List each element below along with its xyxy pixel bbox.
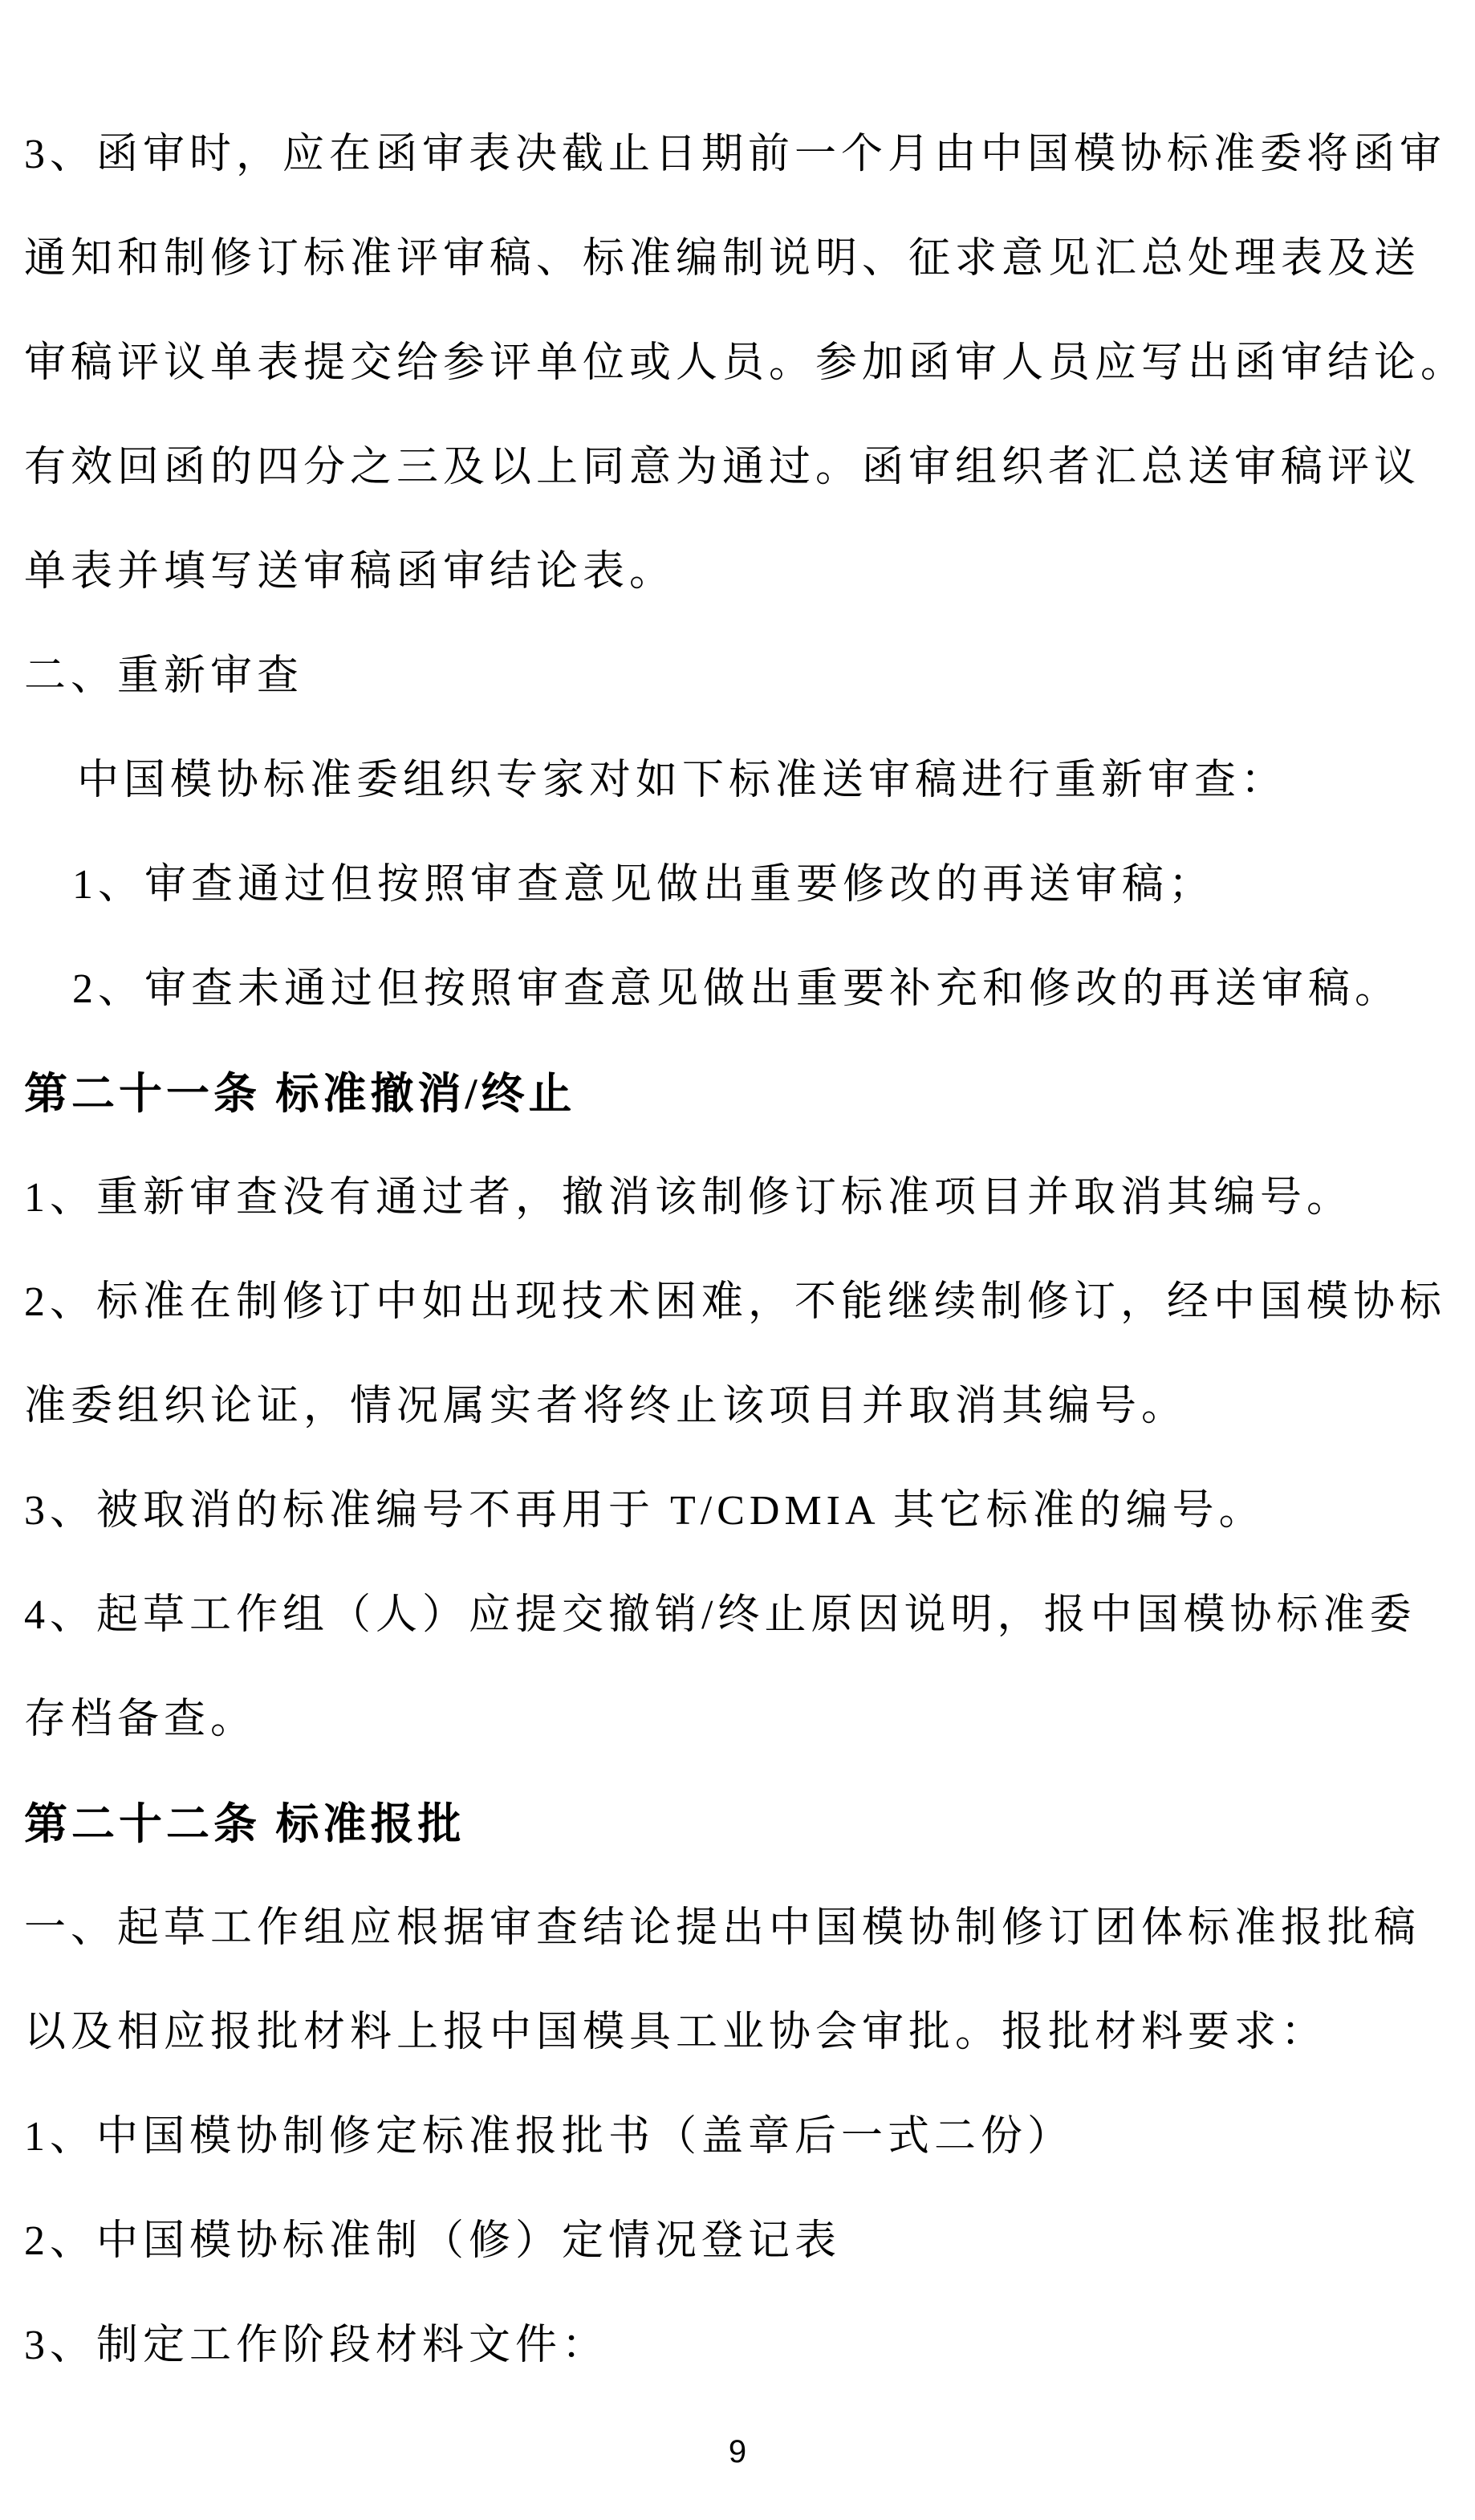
list-item-3-article-21: 3、被取消的标准编号不再用于 T/CDMIA 其它标准的编号。 [24,1488,1266,1534]
paragraph-line-7: 中国模协标准委组织专家对如下标准送审稿进行重新审查： [77,758,1288,803]
page-number: 9 [728,2434,747,2469]
section-heading-article-22: 第二十二条 标准报批 [24,1800,465,1848]
paragraph-line-5: 单表并填写送审稿函审结论表。 [24,549,677,595]
paragraph-line-2: 通知和制修订标准评审稿、标准编制说明、征求意见汇总处理表及送 [24,236,1421,282]
list-item-3-materials: 3、制定工作阶段材料文件： [24,2323,609,2368]
paragraph-line-16: 存档备查。 [24,1697,258,1742]
list-item-1-article-21: 1、重新审查没有通过者，撤消该制修订标准项目并取消其编号。 [24,1175,1354,1221]
list-item-2-re-review: 2、审查未通过但按照审查意见做出重要补充和修改的再送审稿。 [72,966,1402,1012]
section-heading-article-21: 第二十一条 标准撤消/终止 [24,1070,576,1118]
paragraph-line-3: 审稿评议单表提交给参评单位或人员。参加函审人员应写出函审结论。 [24,340,1468,386]
list-item-re-review: 二、重新审查 [24,653,304,699]
paragraph-line-19: 以及相应报批材料上报中国模具工业协会审批。报批材料要求： [24,2010,1328,2055]
list-item-1-re-review: 1、审查通过但按照审查意见做出重要修改的再送审稿； [72,862,1216,908]
paragraph-line-1: 3、函审时，应在函审表决截止日期前一个月由中国模协标准委将函审 [24,132,1447,177]
paragraph-line-4: 有效回函的四分之三及以上同意为通过。函审组织者汇总送审稿评议 [24,445,1421,490]
list-item-4-article-21: 4、起草工作组（人）应提交撤销/终止原因说明，报中国模协标准委 [24,1592,1416,1638]
paragraph-line-13: 准委组织论证，情况属实者将终止该项目并取消其编号。 [24,1384,1189,1429]
list-item-2-article-21: 2、标准在制修订中如出现技术困难，不能继续制修订，经中国模协标 [24,1279,1447,1325]
list-item-1-article-22: 一、起草工作组应根据审查结论提出中国模协制修订团体标准报批稿 [24,1905,1421,1951]
list-item-1-materials: 1、中国模协制修定标准报批书（盖章后一式二份） [24,2114,1075,2160]
list-item-2-materials: 2、中国模协标准制（修）定情况登记表 [24,2218,842,2264]
